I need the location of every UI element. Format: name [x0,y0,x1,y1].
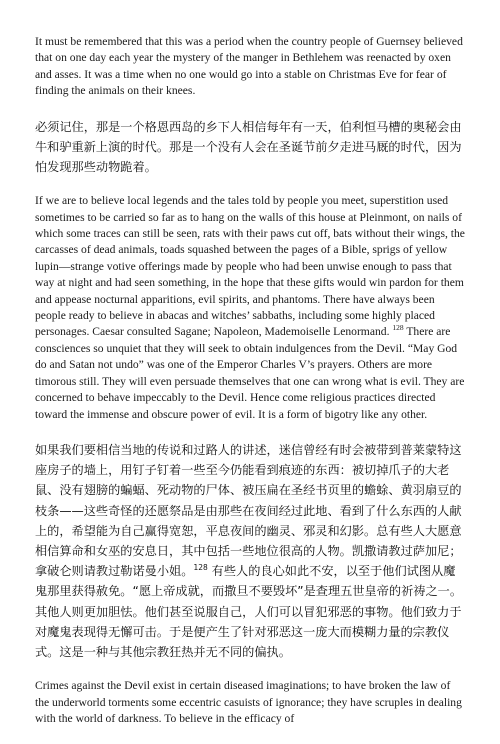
paragraph-english-crimes: Crimes against the Devil exist in certain diseased imaginations; to have broken the law of the underworld torments some eccentric casuists of ignorance; they have scruples in dealing with the world of darkness. To believe in the efficacy of [35,679,462,725]
paragraph-text-after-note: 有些人的良心如此不安，以至于他们试图从魔鬼那里获得赦免。“愿上帝成就，而撒旦不要毁坏”是查理五世皇帝的祈祷之一。其他人则更加胆怯。他们甚至说服自己，人们可以冒犯邪恶的事物。他们致力于对魔鬼表现得无懈可击。于是便产生了针对邪恶这一庞大而模糊力量的宗教仪式。这是一种与其他宗教狂热并无不同的偏执。 [35,564,463,659]
document-page [35,34,465,744]
paragraph-text-after-note: There are consciences so unquiet that they will seek to obtain indulgences from the Devil. “May God do and Satan not undo” was one of the Emperor Charles V’s prayers. Others are more timorous still. They will even persuade themselves that one can wrong what is evil. They are concerned to behave impeccably to the Devil. Hence come religious practices directed toward the immense and obscure power of evil. It is a form of bigotry like any other. [35,325,465,421]
paragraph-english-superstition [35,193,465,423]
paragraph-english-guernsey: It must be remembered that this was a period when the country people of Guernsey believed that on one day each year the mystery of the manger in Bethlehem was reenacted by oxen and asses. It was a time when no one would go into a stable on Christmas Eve for fear of finding the animals on their knees. [35,35,463,98]
paragraph-chinese-guernsey: 必须记住，那是一个格恩西岛的乡下人相信每年有一天，伯利恒马槽的奥秘会由牛和驴重新上演的时代。那是一个没有人会在圣诞节前夕走进马厩的时代，因为怕发现那些动物跪着。 [35,119,462,175]
paragraph-text-before-note: 如果我们要相信当地的传说和过路人的讲述，迷信曾经有时会被带到普莱蒙特这座房子的墙上，用钉子钉着一些至今仍能看到痕迹的东西：被切掉爪子的大老鼠、没有翅膀的蝙蝠、死动物的尸体、被压扁在圣经书页里的蟾蜍、黄羽扇豆的枝条——这些奇怪的还愿祭品是由那些在夜间经过此地、看到了什么东西的人献上的，希望能为自己赢得宽恕，平息夜间的幽灵、邪灵和幻影。总有些人大愿意相信算命和女巫的安息日，其中包括一些地位很高的人物。凯撒请教过萨加尼；拿破仑则请教过勒诺曼小姐。 [35,442,462,579]
footnote-reference[interactable]: 128 [193,563,208,573]
paragraph-text-before-note: If we are to believe local legends and the tales told by people you meet, superstition used sometimes to be carried so far as to hang on the walls of this house at Pleinmont, on nails of which some traces can still be seen, rats with their paws cut off, bats without their wings, the carcasses of dead animals, toads squashed between the pages of a Bible, sprigs of yellow lupin—strange votive offerings made by people who had been unwise enough to pass that way at night and had seen something, in the hope that these gifts would win pardon for them and appease nocturnal apparitions, evil spirits, and phantoms. There have always been people ready to believe in abacas and witches’ sabbaths, including some highly placed personages. Caesar consulted Sagane; Napoleon, Mademoiselle Lenormand. [35,194,465,339]
footnote-reference[interactable]: 128 [392,323,404,333]
paragraph-chinese-superstition [35,440,465,662]
